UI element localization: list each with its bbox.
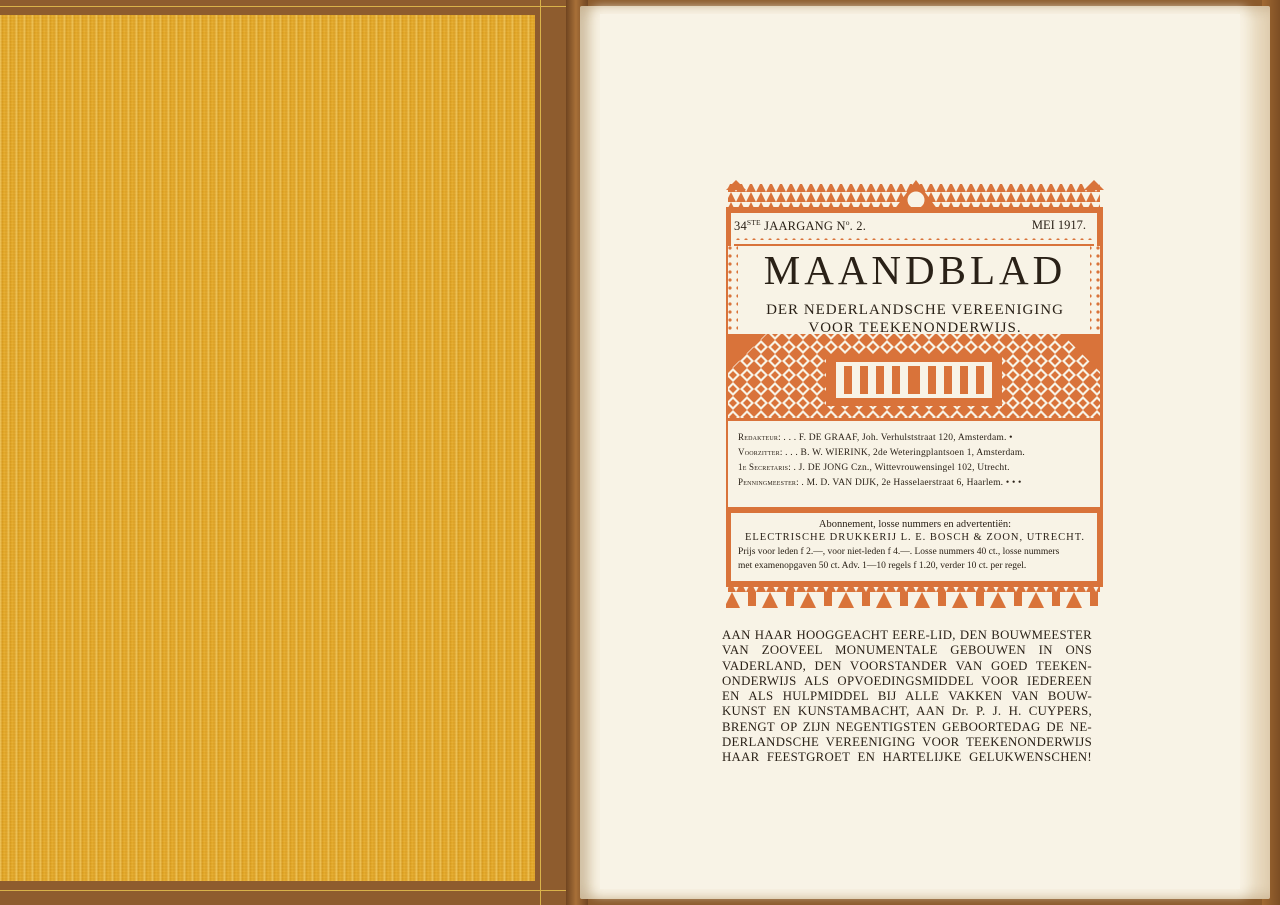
gold-border-vertical	[540, 0, 541, 905]
cloth-endpaper	[0, 15, 535, 881]
subtitle-line-1: DER NEDERLANDSCHE VEREENIGING	[766, 302, 1064, 318]
dedication-line: VAN ZOOVEEL MONUMENTALE GEBOUWEN IN ONS	[722, 643, 1092, 658]
dedication-text	[722, 628, 1092, 766]
price-line-2: met examenopgaven 50 ct. Adv. 1—10 regels f 1.20, verder 10 ct. per regel.	[738, 561, 1027, 571]
subscription-heading: Abonnement, losse nummers en advertentiën:	[818, 519, 1012, 530]
issue-date: MEI 1917.	[1031, 218, 1086, 232]
price-line-1: Prijs voor leden f 2.—, voor niet-leden f 4.—. Losse nummers 40 ct., losse nummers	[738, 547, 1060, 557]
staff-row-editor: Redakteur: . . . F. DE GRAAF, Joh. Verhulststraat 120, Amsterdam. •	[738, 432, 1013, 443]
staff-row-treasurer: Penningmeester: . M. D. VAN DIJK, 2e Hasselaerstraat 6, Haarlem. • • •	[738, 477, 1022, 488]
issue-label: 34STE JAARGANG $N^o$. 2.	[734, 218, 867, 234]
gold-border-top	[0, 6, 566, 7]
staff-row-chairman: Voorzitter: . . . B. W. WIERINK, 2de Weteringplantsoen 1, Amsterdam.	[738, 447, 1026, 458]
dedication-line: HAAR FEESTGROET EN HARTELIJKE GELUKWENSCHEN!	[722, 750, 1092, 765]
dedication-line: EN ALS HULPMIDDEL BIJ ALLE VAKKEN VAN BOUW-	[722, 689, 1092, 704]
masthead-title: MAANDBLAD	[763, 247, 1067, 293]
dedication-line: DERLANDSCHE VEREENIGING VOOR TEEKENONDERWIJS	[722, 735, 1092, 750]
gold-border-bottom	[0, 890, 566, 891]
staff-row-secretary: 1e Secretaris: . J. DE JONG Czn., Wittevrouwensingel 102, Utrecht.	[738, 462, 1010, 473]
printer-name: ELECTRISCHE DRUKKERIJ L. E. BOSCH & ZOON, UTRECHT.	[744, 532, 1085, 543]
dedication-line: KUNST EN KUNSTAMBACHT, AAN Dr. P. J. H. CUYPERS,	[722, 704, 1092, 719]
subtitle-line-2: VOOR TEEKENONDERWIJS.	[808, 320, 1022, 336]
dedication-line: BRENGT OP ZIJN NEGENTIGSTEN GEBOORTEDAG DE NE-	[722, 719, 1092, 734]
dedication-line: VADERLAND, DEN VOORSTANDER VAN GOED TEEKEN-	[722, 658, 1092, 673]
dedication-line: AAN HAAR HOOGGEACHT EERE-LID, DEN BOUWMEESTER	[722, 628, 1092, 642]
front-board	[0, 0, 566, 905]
cover-design	[726, 172, 1104, 614]
dedication-line: ONDERWIJS ALS OPVOEDINGSMIDDEL VOOR IEDEREEN	[722, 673, 1092, 688]
